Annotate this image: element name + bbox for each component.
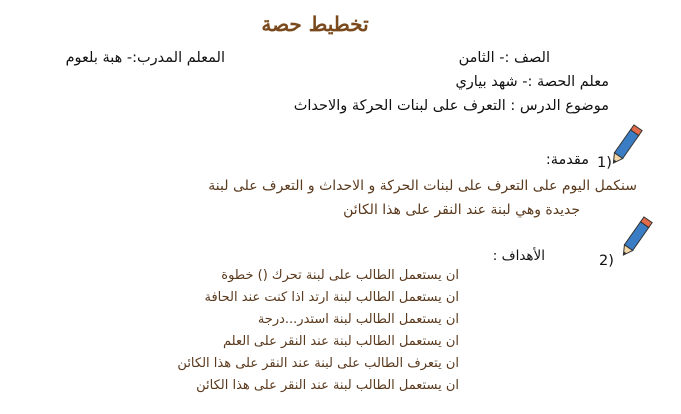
goal-item: ان يستعمل الطالب لبنة عند النقر على العلم	[223, 334, 459, 349]
section-1-line: جديدة وهي لبنة عند النقر على هذا الكائن	[343, 202, 580, 218]
section-1-line: سنكمل اليوم على التعرف على لبنات الحركة و الاحداث و التعرف على لبنة	[208, 178, 637, 194]
goal-item: ان يتعرف الطالب على لبنة عند النقر على هذا الكائن	[177, 356, 459, 371]
trainee-teacher-field: المعلم المدرب:- هبة بلعوم	[65, 50, 225, 66]
pencil-icon	[608, 122, 644, 168]
section-2-heading: الأهداف :	[492, 248, 545, 264]
goal-item: ان يستعمل الطالب لبنة عند النقر على هذا الكائن	[196, 378, 459, 393]
grade-field: الصف :- الثامن	[458, 50, 550, 66]
pencil-icon	[618, 214, 654, 260]
section-1-heading: مقدمة:	[545, 152, 589, 168]
page-title: تخطيط حصة	[261, 12, 369, 36]
goal-item: ان يستعمل الطالب لبنة استدر...درجة	[257, 312, 459, 327]
lesson-teacher-field: معلم الحصة :- شهد بياري	[455, 74, 609, 90]
lesson-topic-field: موضوع الدرس : التعرف على لبنات الحركة والاحداث	[293, 98, 609, 114]
goal-item: ان يستعمل الطالب على لبنة تحرك () خطوة	[221, 268, 459, 283]
section-2-number: 2)	[599, 253, 614, 269]
section-1-number: 1)	[597, 155, 612, 171]
goal-item: ان يستعمل الطالب لبنة ارتد اذا كنت عند الحافة	[204, 290, 459, 305]
